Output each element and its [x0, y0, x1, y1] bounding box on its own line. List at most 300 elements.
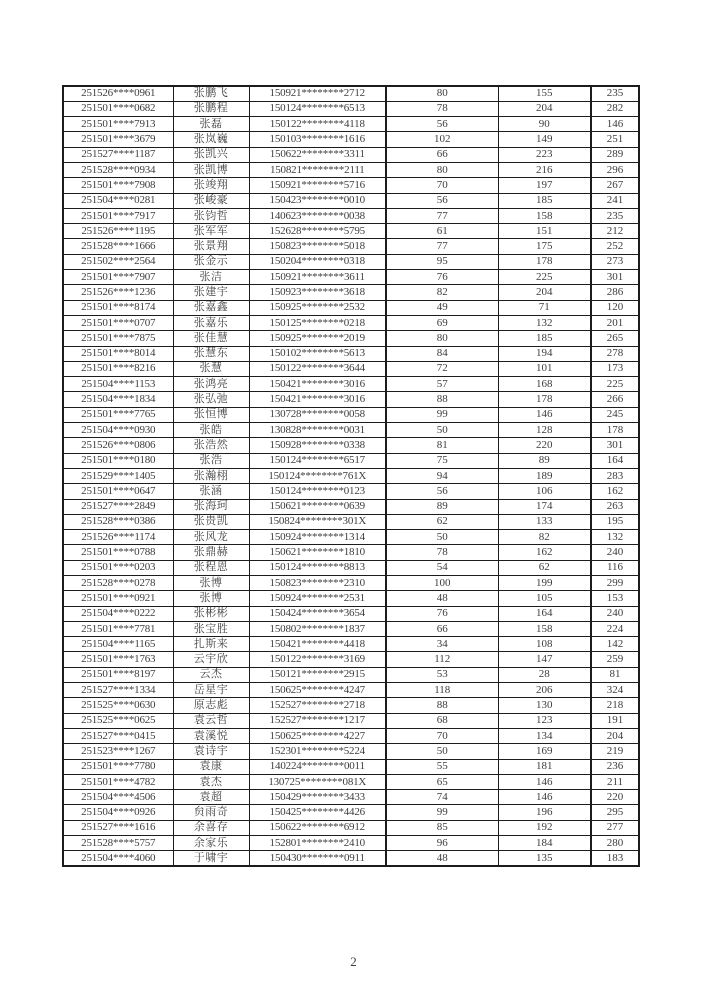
- cell-id-number: 150621********0639: [249, 499, 386, 514]
- cell-id-number: 150122********3644: [249, 361, 386, 376]
- cell-exam-id: 251501****3679: [63, 132, 173, 147]
- cell-id-number: 150928********0338: [249, 438, 386, 453]
- cell-score-2: 178: [498, 392, 591, 407]
- cell-id-number: 150124********0123: [249, 484, 386, 499]
- cell-exam-id: 251525****0630: [63, 698, 173, 713]
- cell-total: 201: [591, 315, 639, 330]
- table-row: [63, 606, 639, 621]
- cell-total: 241: [591, 193, 639, 208]
- cell-exam-id: 251523****1267: [63, 744, 173, 759]
- cell-score-1: 54: [386, 560, 498, 575]
- cell-score-2: 132: [498, 315, 591, 330]
- table-row: [63, 805, 639, 820]
- cell-score-2: 147: [498, 652, 591, 667]
- cell-exam-id: 251501****8174: [63, 300, 173, 315]
- cell-name: 袁超: [173, 790, 249, 805]
- cell-id-number: 150125********0218: [249, 315, 386, 330]
- cell-score-1: 74: [386, 790, 498, 805]
- cell-id-number: 152527********1217: [249, 713, 386, 728]
- cell-exam-id: 251526****1174: [63, 530, 173, 545]
- cell-id-number: 150421********3016: [249, 392, 386, 407]
- cell-total: 289: [591, 147, 639, 162]
- table-row: [63, 683, 639, 698]
- cell-total: 178: [591, 423, 639, 438]
- cell-id-number: 150124********761X: [249, 468, 386, 483]
- cell-id-number: 150124********6517: [249, 453, 386, 468]
- cell-name: 张慧东: [173, 346, 249, 361]
- cell-exam-id: 251501****0788: [63, 545, 173, 560]
- table-row: [63, 162, 639, 177]
- cell-exam-id: 251504****0926: [63, 805, 173, 820]
- cell-name: 张金示: [173, 254, 249, 269]
- cell-score-2: 196: [498, 805, 591, 820]
- table-row: [63, 576, 639, 591]
- cell-id-number: 130828********0031: [249, 423, 386, 438]
- cell-exam-id: 251501****8216: [63, 361, 173, 376]
- cell-name: 袁杰: [173, 774, 249, 789]
- cell-id-number: 150625********4247: [249, 683, 386, 698]
- table-row: [63, 652, 639, 667]
- cell-score-2: 181: [498, 759, 591, 774]
- cell-id-number: 150621********1810: [249, 545, 386, 560]
- cell-total: 259: [591, 652, 639, 667]
- cell-score-2: 106: [498, 484, 591, 499]
- cell-total: 153: [591, 591, 639, 606]
- cell-exam-id: 251501****8197: [63, 667, 173, 682]
- cell-exam-id: 251501****0203: [63, 560, 173, 575]
- cell-score-2: 164: [498, 606, 591, 621]
- cell-id-number: 150429********3433: [249, 790, 386, 805]
- cell-exam-id: 251501****8014: [63, 346, 173, 361]
- cell-id-number: 150921********5716: [249, 178, 386, 193]
- cell-id-number: 150625********4227: [249, 728, 386, 743]
- cell-id-number: 150823********5018: [249, 239, 386, 254]
- cell-exam-id: 251526****1236: [63, 285, 173, 300]
- cell-score-1: 102: [386, 132, 498, 147]
- cell-name: 张景翔: [173, 239, 249, 254]
- cell-total: 277: [591, 820, 639, 835]
- cell-exam-id: 251526****1195: [63, 224, 173, 239]
- cell-exam-id: 251504****1834: [63, 392, 173, 407]
- cell-total: 211: [591, 774, 639, 789]
- cell-score-1: 70: [386, 178, 498, 193]
- cell-name: 张博: [173, 591, 249, 606]
- cell-score-1: 48: [386, 591, 498, 606]
- cell-score-2: 162: [498, 545, 591, 560]
- cell-exam-id: 251504****0281: [63, 193, 173, 208]
- cell-score-1: 49: [386, 300, 498, 315]
- cell-score-2: 128: [498, 423, 591, 438]
- cell-score-2: 192: [498, 820, 591, 835]
- cell-total: 132: [591, 530, 639, 545]
- cell-id-number: 152801********2410: [249, 836, 386, 851]
- cell-score-2: 194: [498, 346, 591, 361]
- cell-score-2: 158: [498, 621, 591, 636]
- cell-name: 袁云哲: [173, 713, 249, 728]
- cell-score-1: 76: [386, 606, 498, 621]
- table-row: [63, 713, 639, 728]
- cell-id-number: 150423********0010: [249, 193, 386, 208]
- cell-score-2: 199: [498, 576, 591, 591]
- cell-name: 张恒博: [173, 407, 249, 422]
- cell-score-2: 220: [498, 438, 591, 453]
- cell-exam-id: 251528****0934: [63, 162, 173, 177]
- table-row: [63, 545, 639, 560]
- cell-name: 张慧: [173, 361, 249, 376]
- cell-score-1: 61: [386, 224, 498, 239]
- cell-score-2: 168: [498, 377, 591, 392]
- cell-id-number: 150823********2310: [249, 576, 386, 591]
- cell-exam-id: 251501****1763: [63, 652, 173, 667]
- cell-total: 235: [591, 86, 639, 101]
- cell-score-2: 174: [498, 499, 591, 514]
- cell-score-1: 50: [386, 530, 498, 545]
- table-row: [63, 484, 639, 499]
- cell-name: 张风龙: [173, 530, 249, 545]
- cell-name: 于啸宇: [173, 851, 249, 866]
- table-row: [63, 377, 639, 392]
- cell-score-1: 56: [386, 193, 498, 208]
- cell-exam-id: 251501****7781: [63, 621, 173, 636]
- table-row: [63, 178, 639, 193]
- cell-exam-id: 251501****7780: [63, 759, 173, 774]
- table-row: [63, 499, 639, 514]
- cell-score-1: 78: [386, 545, 498, 560]
- cell-id-number: 152628********5795: [249, 224, 386, 239]
- cell-name: 张程恩: [173, 560, 249, 575]
- cell-total: 265: [591, 331, 639, 346]
- cell-id-number: 150802********1837: [249, 621, 386, 636]
- cell-score-1: 99: [386, 407, 498, 422]
- cell-id-number: 150925********2019: [249, 331, 386, 346]
- cell-total: 142: [591, 637, 639, 652]
- cell-total: 263: [591, 499, 639, 514]
- table-row: [63, 147, 639, 162]
- cell-score-1: 75: [386, 453, 498, 468]
- table-row: [63, 254, 639, 269]
- cell-id-number: 140623********0038: [249, 208, 386, 223]
- cell-score-1: 80: [386, 331, 498, 346]
- table-row: [63, 239, 639, 254]
- score-table-body: [63, 86, 639, 866]
- table-row: [63, 698, 639, 713]
- table-row: [63, 407, 639, 422]
- table-row: [63, 438, 639, 453]
- cell-score-2: 204: [498, 285, 591, 300]
- table-row: [63, 667, 639, 682]
- cell-total: 235: [591, 208, 639, 223]
- cell-id-number: 152301********5224: [249, 744, 386, 759]
- cell-name: 张瀚栩: [173, 468, 249, 483]
- cell-name: 张鼎赫: [173, 545, 249, 560]
- cell-score-1: 96: [386, 836, 498, 851]
- cell-score-1: 112: [386, 652, 498, 667]
- cell-score-1: 95: [386, 254, 498, 269]
- cell-total: 220: [591, 790, 639, 805]
- cell-score-2: 185: [498, 193, 591, 208]
- cell-id-number: 150924********2531: [249, 591, 386, 606]
- cell-id-number: 150622********3311: [249, 147, 386, 162]
- table-row: [63, 285, 639, 300]
- table-row: [63, 591, 639, 606]
- cell-score-1: 66: [386, 621, 498, 636]
- table-row: [63, 208, 639, 223]
- cell-name: 张峻豪: [173, 193, 249, 208]
- cell-exam-id: 251501****0707: [63, 315, 173, 330]
- cell-exam-id: 251528****0278: [63, 576, 173, 591]
- cell-exam-id: 251504****0222: [63, 606, 173, 621]
- cell-score-2: 133: [498, 514, 591, 529]
- cell-score-1: 55: [386, 759, 498, 774]
- cell-exam-id: 251527****1334: [63, 683, 173, 698]
- table-row: [63, 224, 639, 239]
- cell-score-1: 81: [386, 438, 498, 453]
- cell-score-2: 204: [498, 101, 591, 116]
- cell-id-number: 150122********3169: [249, 652, 386, 667]
- cell-exam-id: 251526****0961: [63, 86, 173, 101]
- cell-total: 224: [591, 621, 639, 636]
- cell-score-1: 77: [386, 239, 498, 254]
- cell-score-2: 175: [498, 239, 591, 254]
- cell-score-2: 146: [498, 774, 591, 789]
- cell-score-2: 82: [498, 530, 591, 545]
- cell-exam-id: 251504****1165: [63, 637, 173, 652]
- cell-name: 张磊: [173, 117, 249, 132]
- cell-score-2: 105: [498, 591, 591, 606]
- cell-exam-id: 251528****1666: [63, 239, 173, 254]
- cell-exam-id: 251527****1187: [63, 147, 173, 162]
- cell-id-number: 150421********3016: [249, 377, 386, 392]
- cell-score-2: 28: [498, 667, 591, 682]
- table-row: [63, 423, 639, 438]
- cell-name: 袁康: [173, 759, 249, 774]
- table-row: [63, 851, 639, 866]
- cell-name: 张岚巍: [173, 132, 249, 147]
- cell-id-number: 150824********301X: [249, 514, 386, 529]
- cell-score-2: 135: [498, 851, 591, 866]
- cell-exam-id: 251528****5757: [63, 836, 173, 851]
- cell-total: 299: [591, 576, 639, 591]
- cell-exam-id: 251501****7913: [63, 117, 173, 132]
- table-row: [63, 790, 639, 805]
- cell-total: 273: [591, 254, 639, 269]
- table-row: [63, 193, 639, 208]
- cell-id-number: 150622********6912: [249, 820, 386, 835]
- cell-name: 张嘉乐: [173, 315, 249, 330]
- cell-id-number: 150923********3618: [249, 285, 386, 300]
- cell-total: 301: [591, 438, 639, 453]
- cell-score-1: 48: [386, 851, 498, 866]
- cell-total: 212: [591, 224, 639, 239]
- cell-total: 225: [591, 377, 639, 392]
- cell-score-1: 34: [386, 637, 498, 652]
- cell-score-1: 56: [386, 117, 498, 132]
- cell-total: 146: [591, 117, 639, 132]
- cell-name: 张嘉鑫: [173, 300, 249, 315]
- cell-exam-id: 251504****4506: [63, 790, 173, 805]
- cell-id-number: 150424********3654: [249, 606, 386, 621]
- cell-name: 张建宇: [173, 285, 249, 300]
- table-row: [63, 759, 639, 774]
- cell-score-1: 82: [386, 285, 498, 300]
- cell-total: 195: [591, 514, 639, 529]
- cell-score-1: 99: [386, 805, 498, 820]
- cell-id-number: 150122********4118: [249, 117, 386, 132]
- cell-name: 张凯博: [173, 162, 249, 177]
- cell-score-2: 90: [498, 117, 591, 132]
- cell-exam-id: 251502****2564: [63, 254, 173, 269]
- cell-total: 219: [591, 744, 639, 759]
- cell-score-1: 53: [386, 667, 498, 682]
- table-row: [63, 101, 639, 116]
- table-row: [63, 270, 639, 285]
- cell-name: 张钧哲: [173, 208, 249, 223]
- cell-id-number: 152527********2718: [249, 698, 386, 713]
- cell-name: 岳星宇: [173, 683, 249, 698]
- cell-name: 扎斯来: [173, 637, 249, 652]
- cell-name: 张涵: [173, 484, 249, 499]
- cell-score-1: 56: [386, 484, 498, 499]
- cell-name: 张浩然: [173, 438, 249, 453]
- cell-name: 张洁: [173, 270, 249, 285]
- cell-total: 240: [591, 606, 639, 621]
- cell-score-1: 77: [386, 208, 498, 223]
- cell-score-1: 88: [386, 392, 498, 407]
- cell-total: 324: [591, 683, 639, 698]
- table-row: [63, 621, 639, 636]
- cell-exam-id: 251528****0386: [63, 514, 173, 529]
- cell-name: 云宇欣: [173, 652, 249, 667]
- cell-score-2: 108: [498, 637, 591, 652]
- table-row: [63, 530, 639, 545]
- cell-exam-id: 251501****0180: [63, 453, 173, 468]
- cell-id-number: 150924********1314: [249, 530, 386, 545]
- cell-total: 278: [591, 346, 639, 361]
- cell-score-1: 57: [386, 377, 498, 392]
- table-row: [63, 560, 639, 575]
- cell-score-2: 149: [498, 132, 591, 147]
- cell-exam-id: 251501****0682: [63, 101, 173, 116]
- cell-id-number: 130728********0058: [249, 407, 386, 422]
- cell-score-1: 84: [386, 346, 498, 361]
- cell-name: 袁诗宇: [173, 744, 249, 759]
- cell-exam-id: 251527****2849: [63, 499, 173, 514]
- cell-exam-id: 251529****1405: [63, 468, 173, 483]
- cell-name: 张鹏程: [173, 101, 249, 116]
- cell-score-1: 100: [386, 576, 498, 591]
- cell-id-number: 150821********2111: [249, 162, 386, 177]
- table-row: [63, 361, 639, 376]
- cell-id-number: 150102********5613: [249, 346, 386, 361]
- cell-score-2: 197: [498, 178, 591, 193]
- cell-score-2: 123: [498, 713, 591, 728]
- cell-exam-id: 251501****7908: [63, 178, 173, 193]
- cell-name: 袁溪悦: [173, 728, 249, 743]
- cell-score-2: 184: [498, 836, 591, 851]
- cell-total: 173: [591, 361, 639, 376]
- cell-exam-id: 251526****0806: [63, 438, 173, 453]
- cell-score-2: 134: [498, 728, 591, 743]
- cell-exam-id: 251504****4060: [63, 851, 173, 866]
- cell-total: 236: [591, 759, 639, 774]
- cell-name: 张竣翔: [173, 178, 249, 193]
- cell-score-1: 70: [386, 728, 498, 743]
- table-row: [63, 637, 639, 652]
- cell-score-1: 89: [386, 499, 498, 514]
- cell-score-1: 62: [386, 514, 498, 529]
- cell-exam-id: 251501****7765: [63, 407, 173, 422]
- table-row: [63, 514, 639, 529]
- table-row: [63, 774, 639, 789]
- cell-score-1: 69: [386, 315, 498, 330]
- cell-score-2: 146: [498, 790, 591, 805]
- cell-name: 张鹏飞: [173, 86, 249, 101]
- cell-total: 218: [591, 698, 639, 713]
- table-row: [63, 117, 639, 132]
- cell-score-2: 206: [498, 683, 591, 698]
- cell-name: 张浩: [173, 453, 249, 468]
- score-table: [62, 85, 640, 867]
- cell-score-2: 146: [498, 407, 591, 422]
- table-row: [63, 744, 639, 759]
- cell-total: 120: [591, 300, 639, 315]
- cell-id-number: 150925********2532: [249, 300, 386, 315]
- cell-score-1: 85: [386, 820, 498, 835]
- cell-name: 余喜存: [173, 820, 249, 835]
- table-row: [63, 86, 639, 101]
- cell-score-2: 178: [498, 254, 591, 269]
- cell-total: 301: [591, 270, 639, 285]
- table-row: [63, 392, 639, 407]
- cell-total: 116: [591, 560, 639, 575]
- cell-score-1: 94: [386, 468, 498, 483]
- cell-score-2: 216: [498, 162, 591, 177]
- cell-total: 204: [591, 728, 639, 743]
- cell-name: 张贵凯: [173, 514, 249, 529]
- table-row: [63, 300, 639, 315]
- cell-exam-id: 251501****0647: [63, 484, 173, 499]
- cell-name: 张军军: [173, 224, 249, 239]
- cell-exam-id: 251527****0415: [63, 728, 173, 743]
- cell-exam-id: 251504****0930: [63, 423, 173, 438]
- cell-name: 原志彪: [173, 698, 249, 713]
- cell-total: 245: [591, 407, 639, 422]
- cell-id-number: 150425********4426: [249, 805, 386, 820]
- table-row: [63, 820, 639, 835]
- cell-score-1: 80: [386, 86, 498, 101]
- cell-exam-id: 251501****7907: [63, 270, 173, 285]
- cell-score-1: 50: [386, 423, 498, 438]
- cell-score-2: 223: [498, 147, 591, 162]
- cell-exam-id: 251504****1153: [63, 377, 173, 392]
- cell-name: 余家乐: [173, 836, 249, 851]
- cell-total: 296: [591, 162, 639, 177]
- cell-score-1: 65: [386, 774, 498, 789]
- cell-id-number: 130725********081X: [249, 774, 386, 789]
- cell-id-number: 150121********2915: [249, 667, 386, 682]
- cell-score-1: 50: [386, 744, 498, 759]
- table-row: [63, 132, 639, 147]
- cell-exam-id: 251501****7917: [63, 208, 173, 223]
- cell-total: 280: [591, 836, 639, 851]
- cell-total: 282: [591, 101, 639, 116]
- cell-id-number: 150421********4418: [249, 637, 386, 652]
- page-number: 2: [350, 954, 357, 969]
- table-row: [63, 468, 639, 483]
- cell-total: 267: [591, 178, 639, 193]
- cell-id-number: 150921********3611: [249, 270, 386, 285]
- cell-exam-id: 251501****7875: [63, 331, 173, 346]
